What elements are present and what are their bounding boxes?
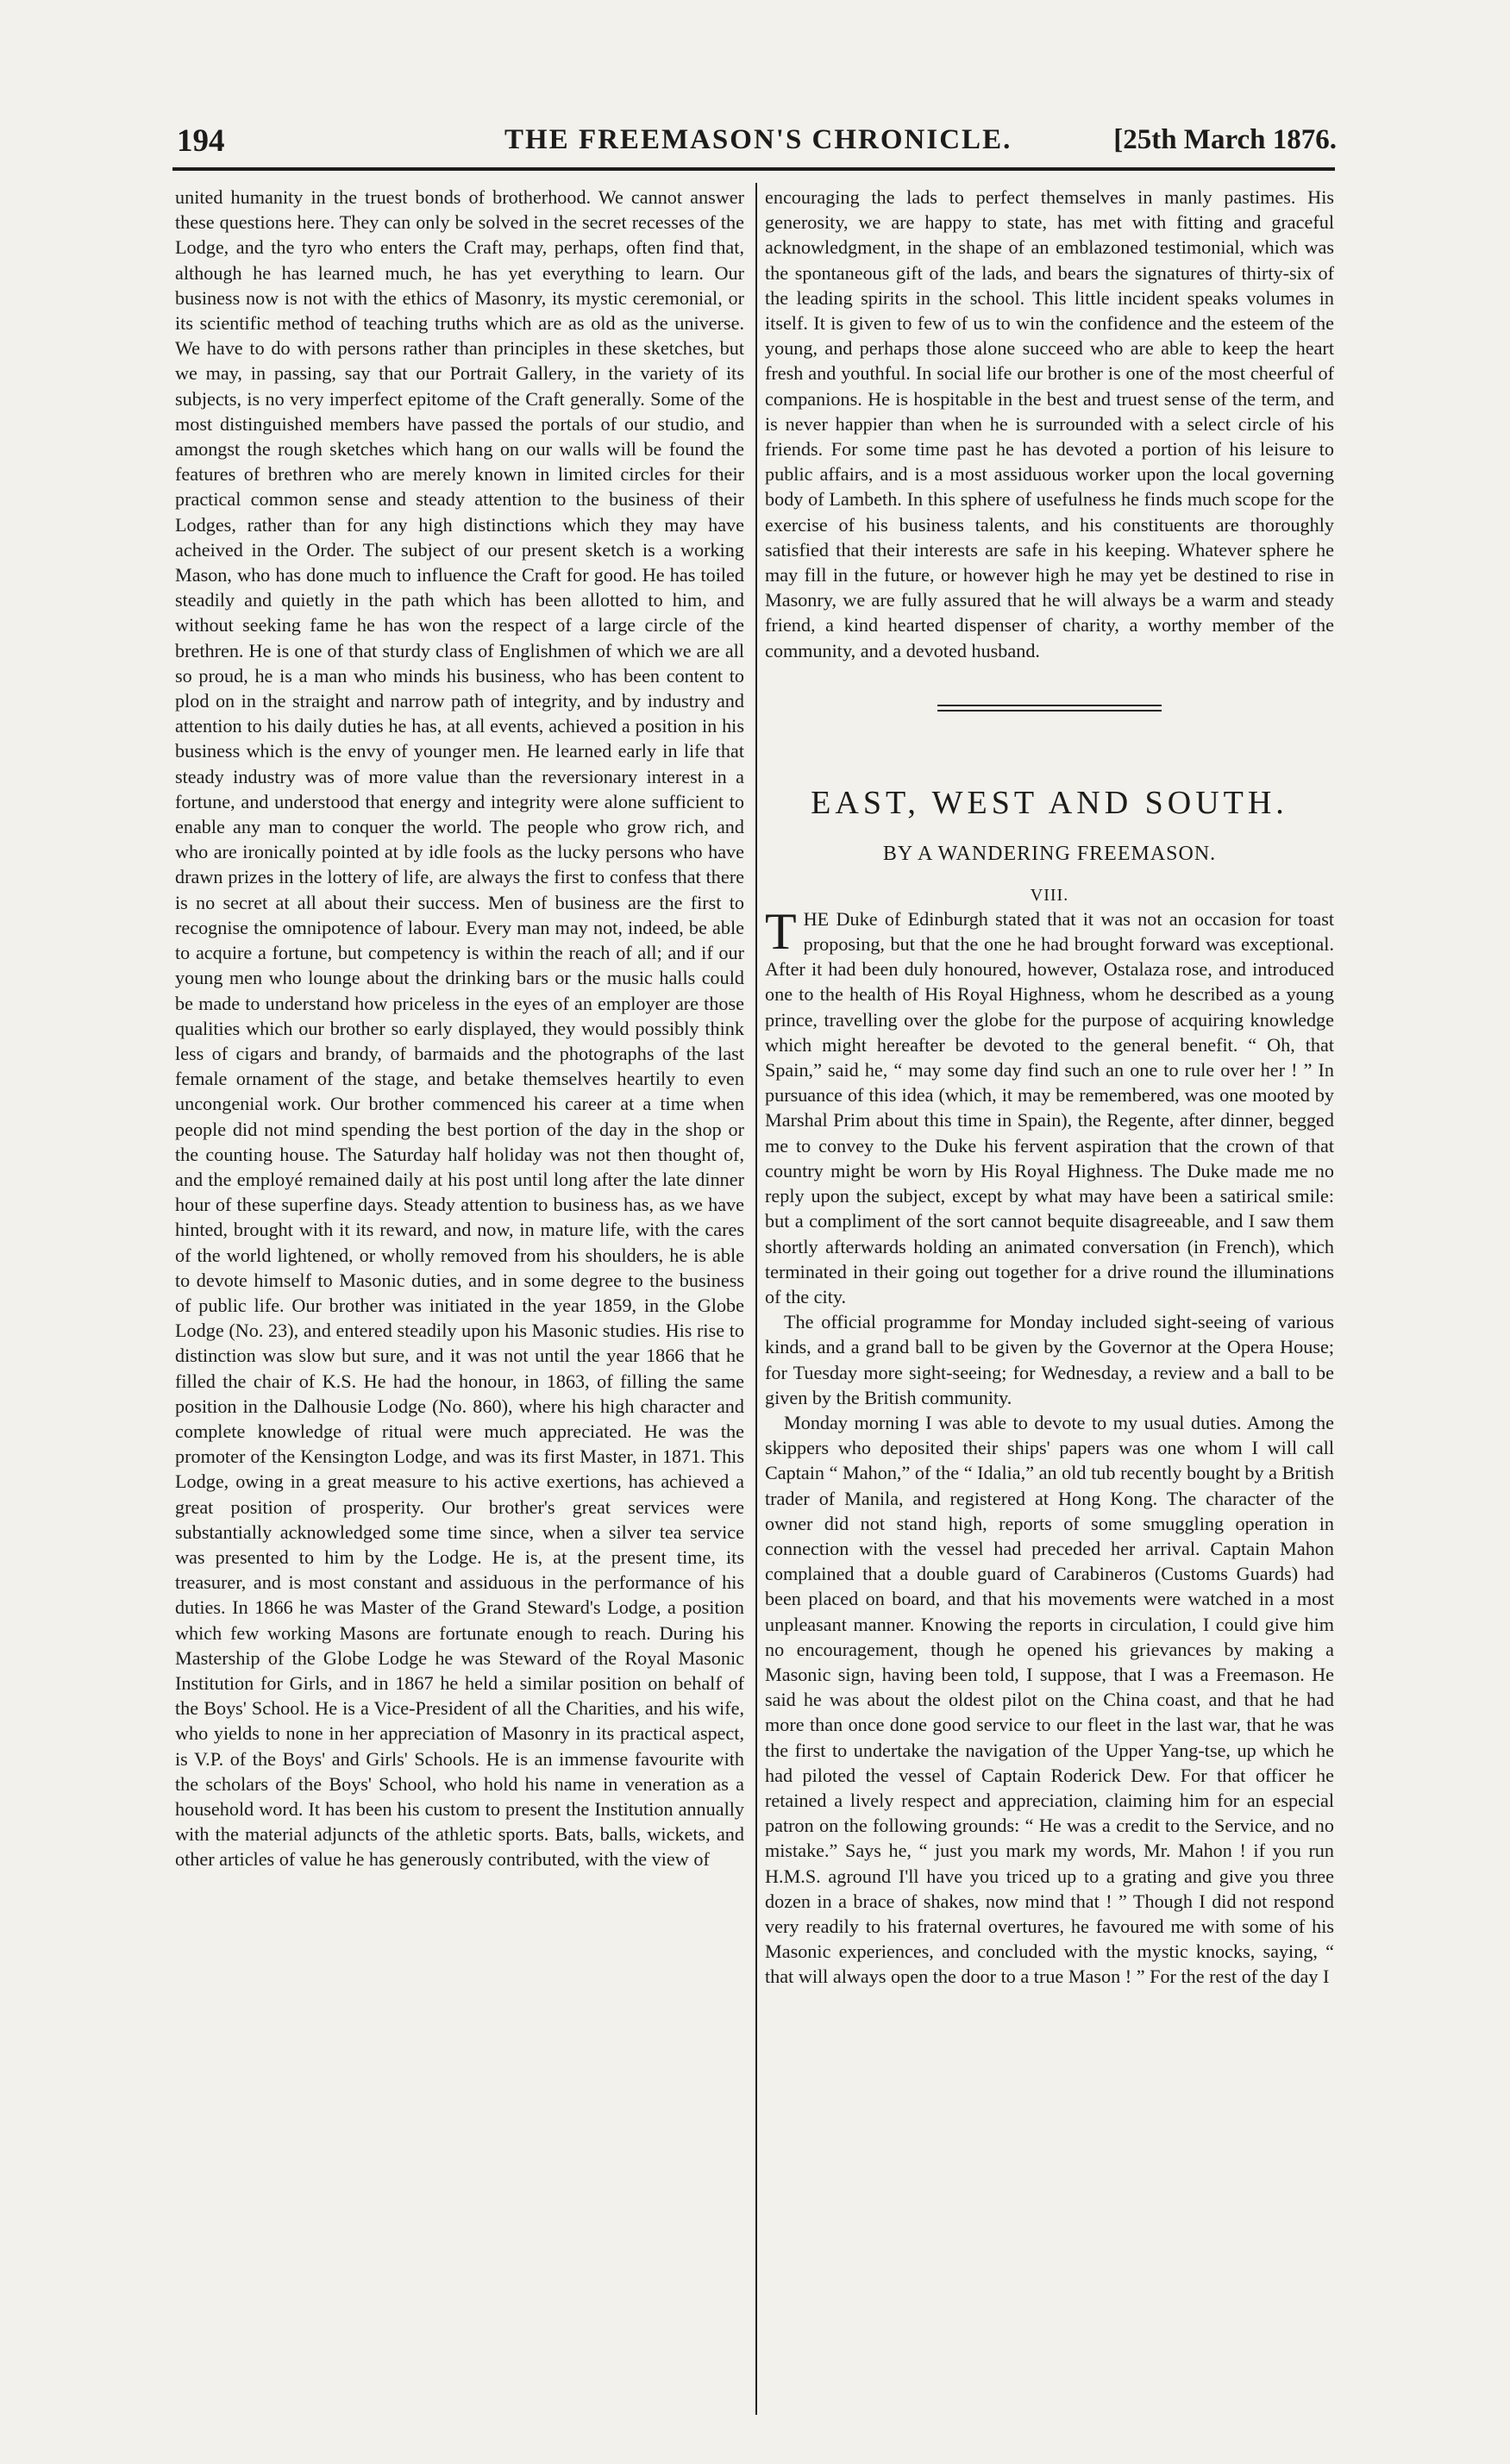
article-paragraph-text: HE Duke of Edinburgh stated that it was not an occasion for toast proposing, but that the one he had brought forward was exceptional. After it had been duly honoured, however, Ostalaza rose, and introduced one to the health of His Royal Highness, whom he described as a young prince, travelling over the globe for the purpose of acquiring knowledge which might hereafter be devoted to the general benefit. “ Oh, that Spain,” said he, “ may some day find such an one to rule over her ! ” In pursuance of this idea (which, it may be remembered, was one mooted by Marshal Prim about this time in Spain), the Regente, after dinner, begged me to convey to the Duke his fervent aspiration that the crown of that country might be worn by His Royal Highness. The Duke made me no reply upon the subject, except by what may have been a satirical smile: but a compliment of the sort cannot bequite disagreeable, and I saw them shortly afterwards holding an animated conversation (in French), which terminated in their going out together for a drive round the illuminations of the city.	[765, 907, 1334, 1307]
section-divider	[937, 705, 1162, 712]
page-header	[177, 122, 1337, 166]
column-divider	[755, 183, 757, 2415]
article-paragraph: Monday morning I was able to devote to my usual duties. Among the skippers who deposited their ships' papers was one whom I will call Captain “ Mahon,” of the “ Idalia,” an old tub recently bought by a British trader of Manila, and registered at Hong Kong. The character of the owner did not stand high, reports of some smuggling operation in connection with the vessel had preceded her arrival. Captain Mahon complained that a double guard of Carabineros (Customs Guards) had been placed on board, and that his movements were watched in a most unpleasant manner. Knowing the reports in circulation, I could give him no encouragement, though he opened his grievances by making a Masonic sign, having been told, I suppose, that I was a Freemason. He said he was about the oldest pilot on the China coast, and that he had more than once done good service to our fleet in the last war, that he was the first to undertake the navigation of the Upper Yang-tse, up which he had piloted the vessel of Captain Roderick Dew. For that officer he retained a lively respect and appreciation, claiming him for an especial patron on the following grounds: “ He was a credit to the Service, and no mistake.” Says he, “ just you mark my words, Mr. Mahon ! if you run H.M.S. aground I'll have you triced up to a grating and give you three dozen in a brace of shakes, now mind that ! ” Though I did not respond very readily to his fraternal overtures, he favoured me with some of his Masonic experiences, and concluded with the mystic knocks, saying, “ that will always open the door to a true Mason ! ” For the rest of the day I	[765, 1411, 1334, 1988]
article-first-paragraph	[765, 902, 1334, 1309]
article-part-number: VIII.	[1030, 885, 1069, 905]
masthead-title: THE FREEMASON'S CHRONICLE.	[504, 124, 1012, 155]
header-rule	[172, 167, 1335, 171]
drop-cap: T	[765, 902, 797, 960]
issue-date: [25th March 1876.	[1113, 124, 1337, 155]
article-paragraph: The official programme for Monday included sight-seeing of various kinds, and a grand ball to be given by the Governor at the Opera House; for Tuesday more sight-seeing; for Wednesday, a review and a ball to be given by the British community.	[765, 1311, 1334, 1408]
article-title: EAST, WEST AND SOUTH.	[811, 784, 1288, 821]
continued-paragraph: encouraging the lads to perfect themselves in manly pastimes. His generosity, we are happy to state, has met with fitting and graceful acknowledgment, in the shape of an emblazoned testimonial, which was the spontaneous gift of the lads, and bears the signatures of thirty-six of the leading spirits in the school. This little incident speaks volumes in itself. It is given to few of us to win the confidence and the esteem of the young, and perhaps those alone succeed who are able to keep the heart fresh and youthful. In social life our brother is one of the most cheerful of companions. He is hospitable in the best and truest sense of the term, and is never happier than when he is surrounded with a select circle of his friends. For some time past he has devoted a portion of his leisure to public affairs, and is a most assiduous worker upon the local governing body of Lambeth. In this sphere of usefulness he finds much scope for the exercise of his business talents, and his constituents are thoroughly satisfied that their interests are safe in his keeping. Whatever sphere he may fill in the future, or however high he may yet be destined to rise in Masonry, we are fully assured that he will always be a warm and steady friend, a kind hearted dispenser of charity, a worthy member of the community, and a devoted husband.	[765, 186, 1334, 661]
article-byline: BY A WANDERING FREEMASON.	[882, 842, 1217, 865]
left-column	[175, 185, 744, 1872]
right-column	[765, 185, 1334, 1990]
body-paragraph: united humanity in the truest bonds of brotherhood. We cannot answer these questions here. They can only be solved in the secret recesses of the Lodge, and the tyro who enters the Craft may, perhaps, often find that, although he has learned much, he has yet everything to learn. Our business now is not with the ethics of Masonry, its mystic ceremonial, or its scientific method of teaching truths which are as old as the universe. We have to do with persons rather than principles in these sketches, but we may, in passing, say that our Portrait Gallery, in the variety of its subjects, is no very imperfect epitome of the Craft generally. Some of the most distinguished members have passed the portals of our studio, and amongst the rough sketches which hang on our walls will be found the features of brethren who are merely known in limited circles for their practical common sense and steady attention to the business of their Lodges, rather than for any high distinctions which they may have acheived in the Order. The subject of our present sketch is a working Mason, who has done much to influence the Craft for good. He has toiled steadily and quietly in the path which has been allotted to him, and without seeking fame he has won the respect of a large circle of the brethren. He is one of that sturdy class of Englishmen of which we are all so proud, he is a man who minds his business, who has been content to plod on in the straight and narrow path of integrity, and by industry and attention to his daily duties he has, at all events, achieved a position in his business which is the envy of younger men. He learned early in life that steady industry was of more value than the reversionary interest in a fortune, and understood that energy and integrity were alone sufficient to enable any man to conquer the world. The people who grow rich, and who are ironically pointed at by idle fools as the lucky persons who have drawn prizes in the lottery of life, are always the first to confess that there is no secret at all about their success. Men of business are the first to recognise the omnipotence of labour. Every man may not, indeed, be able to acquire a fortune, but competency is within the reach of all; and if our young men who lounge about the drinking bars or the music halls could be made to understand how priceless in the eyes of an employer are those qualities which our brother so early displayed, they would possibly think less of cigars and brandy, of barmaids and the photographs of the last female ornament of the stage, and betake themselves heartily to even uncongenial work. Our brother commenced his career at a time when people did not mind spending the best portion of the day in the shop or the counting house. The Saturday half holiday was not then thought of, and the employé remained daily at his post until long after the late dinner hour of these superfine days. Steady attention to business has, as we have hinted, brought with it its reward, and now, in mature life, with the cares of the world lightened, or wholly removed from his shoulders, he is able to devote himself to Masonic duties, and in some degree to the business of public life. Our brother was initiated in the year 1859, in the Globe Lodge (No. 23), and entered steadily upon his Masonic studies. His rise to distinction was slow but sure, and it was not until the year 1866 that he filled the chair of K.S. He had the honour, in 1863, of filling the same position in the Dalhousie Lodge (No. 860), where his high character and complete knowledge of ritual were much appreciated. He was the promoter of the Kensington Lodge, and was its first Master, in 1871. This Lodge, owing in a great measure to his active exertions, has achieved a great position of prosperity. Our brother's great services were substantially acknowledged some time since, when a silver tea service was presented to him by the Lodge. He is, at the present time, its treasurer, and is most constant and assiduous in the performance of his duties. In 1866 he was Master of the Grand Steward's Lodge, a position which few working Masons are fortunate enough to reach. During his Mastership of the Globe Lodge he was Steward of the Royal Masonic Institution for Girls, and in 1867 he held a similar position on behalf of the Boys' School. He is a Vice-President of all the Charities, and his wife, who yields to none in her appreciation of Masonry in its practical aspect, is V.P. of the Boys' and Girls' Schools. He is an immense favourite with the scholars of the Boys' School, who hold his name in veneration as a household word. It has been his custom to present the Institution annually with the material adjuncts of the athletic sports. Bats, balls, wickets, and other articles of value he has generously contributed, with the view of	[175, 186, 744, 1871]
page-number: 194	[177, 123, 225, 159]
